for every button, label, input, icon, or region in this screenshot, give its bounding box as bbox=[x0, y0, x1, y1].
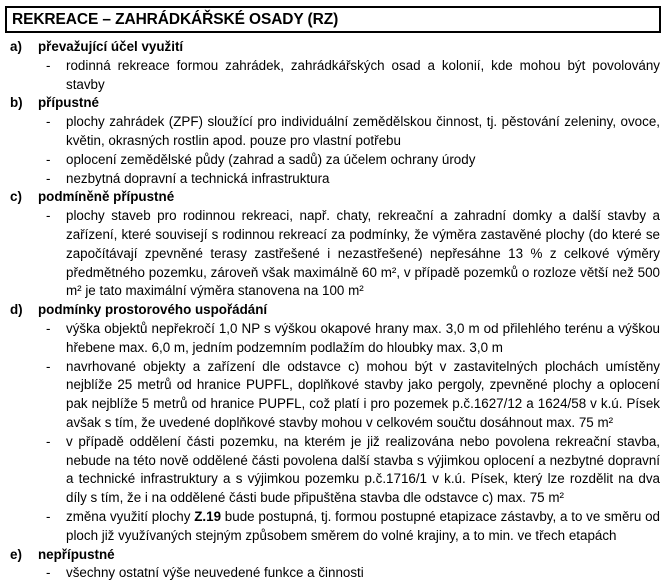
title-box bbox=[5, 6, 661, 33]
bullet-dash: - bbox=[46, 320, 51, 336]
bullet-item bbox=[0, 207, 668, 301]
section-letter: b) bbox=[10, 95, 23, 111]
bullet-dash: - bbox=[46, 358, 51, 374]
bullet-text bbox=[66, 170, 660, 189]
bullet-run: v případě oddělení části pozemku, na kterém je již realizována nebo povolena rekreační stavba, nebude na této nově oddělené části povolena další stavba s výjimkou oplocení a nezbytné dopravní a technické infrastruktury a s výjimkou pozemku p.č.1716/1 v k.ú. Písek, který lze rozdělit na dva díly s tím, že i na oddělené části bude připuštěna stavba dle odstavce c) max. 75 m² bbox=[66, 433, 660, 506]
section-heading: podmínky prostorového uspořádání bbox=[38, 302, 268, 318]
bullet-dash: - bbox=[46, 151, 51, 167]
bullet-run: nezbytná dopravní a technická infrastruktura bbox=[66, 170, 330, 186]
bullet-run: navrhované objekty a zařízení dle odstavce c) mohou být v zastavitelných plochách umístěny nejblíže 25 metrů od hranice PUPFL, doplňkové stavby jako pergoly, zpevněné plochy a oplocení pak nejblíže 5 metrů od hranice PUPFL, což platí i pro pozemek p.č.1627/12 a 1624/58 v k.ú. Písek avšak s tím, že uvedené doplňkové stavby mohou v celkovém součtu dosáhnout max. 75 m² bbox=[66, 358, 660, 430]
section-bullets bbox=[0, 564, 668, 583]
bullet-dash: - bbox=[46, 57, 51, 73]
section bbox=[0, 38, 668, 94]
bullet-dash: - bbox=[46, 114, 51, 130]
bullet-item bbox=[0, 320, 668, 358]
section-heading: přípustné bbox=[38, 95, 100, 111]
section-head bbox=[0, 188, 668, 207]
section-bullets bbox=[0, 320, 668, 546]
section-letter: a) bbox=[10, 39, 22, 54]
bullet-run: oplocení zemědělské půdy (zahrad a sadů) za účelem ochrany úrody bbox=[66, 151, 476, 167]
bullet-item bbox=[0, 358, 668, 433]
bullet-item bbox=[0, 113, 668, 151]
bullet-run: rodinná rekreace formou zahrádek, zahrádkářských osad a kolonií, kde mohou být povolovány stavby bbox=[66, 57, 660, 92]
document-title: REKREACE – ZAHRÁDKÁŘSKÉ OSADY (RZ) bbox=[12, 11, 339, 28]
section-head bbox=[0, 301, 668, 320]
bullet-dash: - bbox=[46, 208, 51, 224]
bullet-item bbox=[0, 508, 668, 546]
bullet-item bbox=[0, 433, 668, 508]
section-letter: c) bbox=[10, 189, 22, 205]
section bbox=[0, 301, 668, 545]
bullet-text bbox=[66, 358, 660, 433]
sections bbox=[0, 38, 668, 583]
bullet-text bbox=[66, 320, 660, 358]
section-heading: převažující účel využití bbox=[38, 39, 184, 54]
section-head bbox=[0, 546, 668, 565]
bullet-item bbox=[0, 57, 668, 95]
bullet-dash: - bbox=[46, 170, 51, 186]
section-letter: e) bbox=[10, 546, 22, 562]
section bbox=[0, 188, 668, 301]
bullet-item bbox=[0, 151, 668, 170]
bullet-dash: - bbox=[46, 565, 51, 581]
section-letter: d) bbox=[10, 302, 23, 318]
bullet-text bbox=[66, 433, 660, 508]
bullet-run: výška objektů nepřekročí 1,0 NP s výškou okapové hrany max. 3,0 m od přilehlého terénu a výškou hřebene max. 6,0 m, jedním podzemním podlažím do hloubky max. 3,0 m bbox=[66, 320, 660, 355]
bullet-run: bude postupná, tj. formou postupné etapizace zástavby, a to ve směru od ploch již využívaných stejným způsobem směrem do volné krajiny, a to min. ve třech etapách bbox=[66, 508, 660, 543]
bullet-run-bold: Z.19 bbox=[194, 508, 222, 524]
bullet-text bbox=[66, 113, 660, 151]
section-bullets bbox=[0, 57, 668, 95]
bullet-run: plochy zahrádek (ZPF) sloužící pro individuální zemědělskou činnost, tj. pěstování zeleniny, ovoce, květin, okrasných rostlin apod. pouze pro vlastní potřebu bbox=[66, 114, 660, 148]
bullet-text bbox=[66, 564, 660, 583]
section-bullets bbox=[0, 113, 668, 188]
bullet-run: změna využití plochy bbox=[66, 508, 195, 524]
section-head bbox=[0, 94, 668, 113]
bullet-text bbox=[66, 57, 660, 95]
section bbox=[0, 94, 668, 188]
bullet-dash: - bbox=[46, 508, 51, 524]
bullet-run: všechny ostatní výše neuvedené funkce a činnosti bbox=[66, 565, 364, 581]
section-heading: podmíněně přípustné bbox=[38, 189, 175, 205]
section-bullets bbox=[0, 207, 668, 301]
bullet-item bbox=[0, 564, 668, 583]
bullet-item bbox=[0, 170, 668, 189]
bullet-dash: - bbox=[46, 433, 51, 449]
bullet-text bbox=[66, 151, 660, 170]
section-head bbox=[0, 38, 668, 57]
bullet-text bbox=[66, 508, 660, 546]
section bbox=[0, 546, 668, 583]
bullet-text bbox=[66, 207, 660, 301]
bullet-run: plochy staveb pro rodinnou rekreaci, např. chaty, rekreační a zahradní domky a další stavby a zařízení, které souvisejí s rodinnou rekreací za podmínky, že výměra zastavěné plochy (do které se započítávají zpevněné terasy zastřešené i nezastřešené) nepřesáhne 13 % z celkové výměry předmětného pozemku, zároveň však maximálně 60 m², v případě pozemků o rozloze větší než 500 m² je tato maximální výměra stanovena na 100 m² bbox=[66, 208, 660, 299]
section-heading: nepřípustné bbox=[38, 546, 115, 562]
